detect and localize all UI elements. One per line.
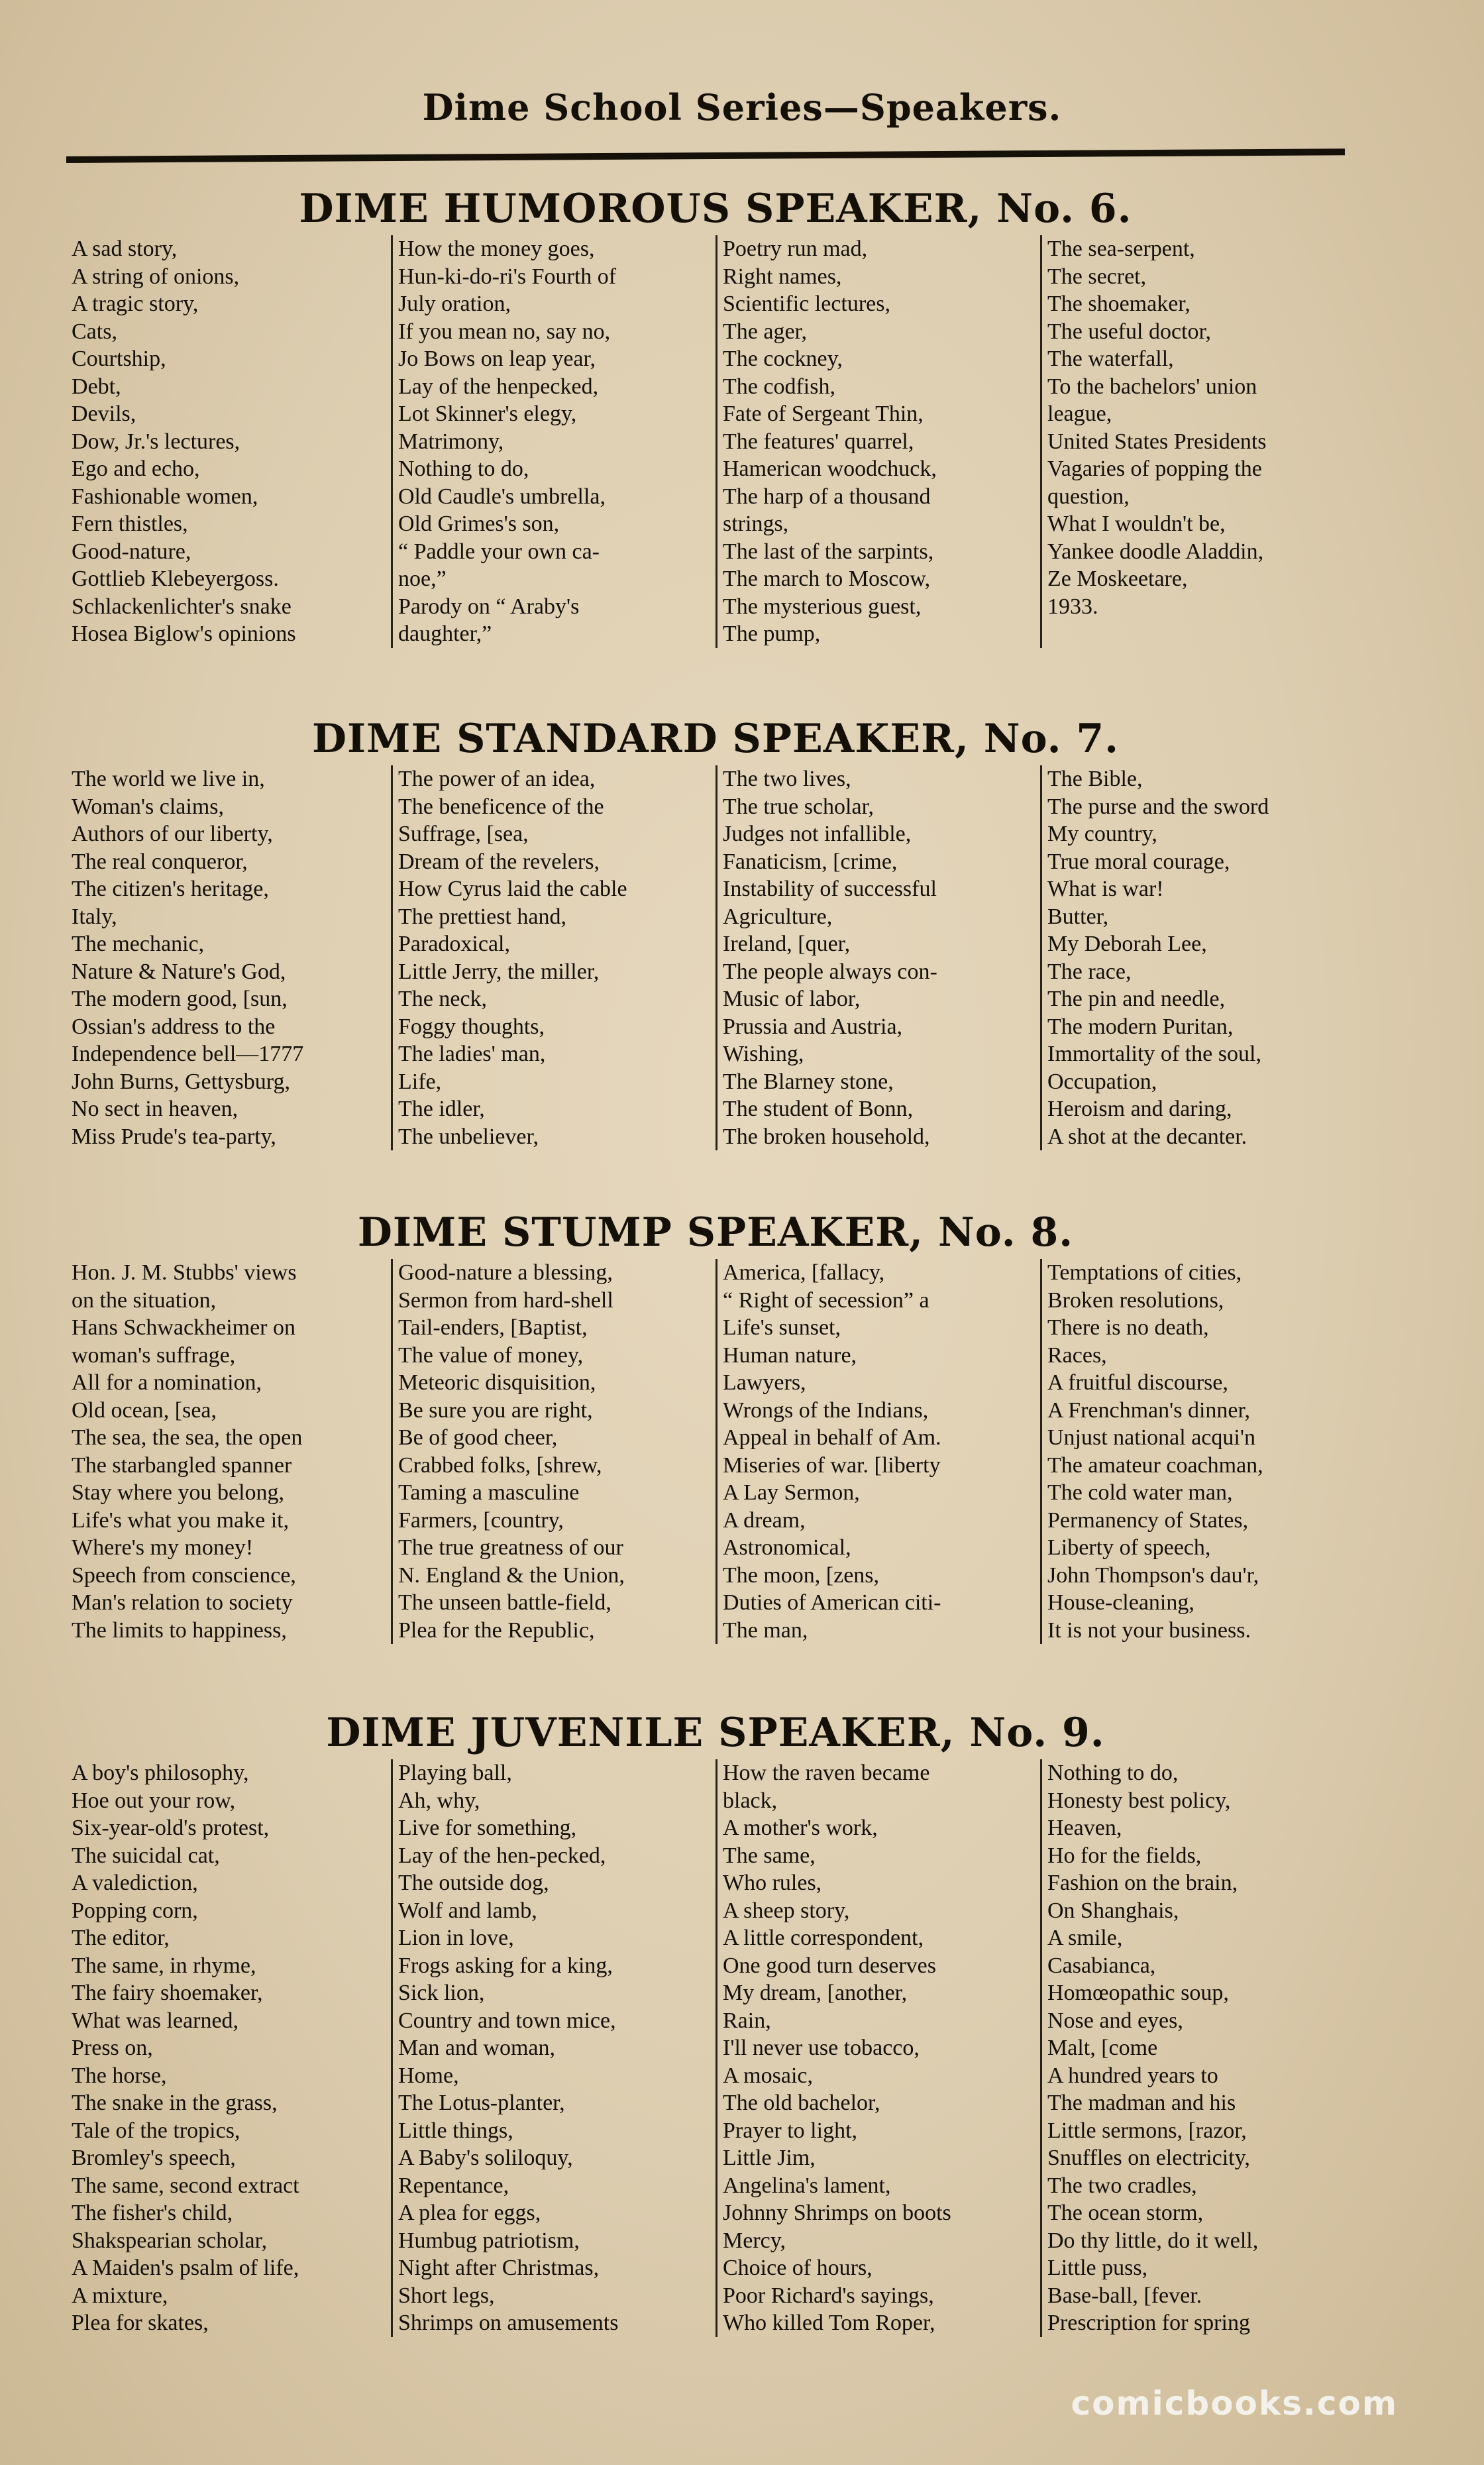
entry-item: The race, [1047, 959, 1132, 984]
entry-item: Live for something, [398, 1816, 577, 1840]
entry-item: All for a nomination, [72, 1370, 262, 1395]
entry-item: Malt, [come [1047, 2036, 1158, 2060]
entry-item: Life's what you make it, [72, 1507, 290, 1533]
entry-item: Courtship, [72, 347, 166, 371]
entry-item: The prettiest hand, [398, 904, 566, 929]
entry-item: Nature & Nature's God, [72, 959, 286, 984]
entry-item: Unjust national acqui'n [1047, 1425, 1255, 1450]
section-columns [66, 765, 1365, 1150]
entry-item: Fate of Sergeant Thin, [723, 402, 924, 426]
entry-item: A fruitful discourse, [1047, 1370, 1228, 1395]
entry-item: The value of money, [398, 1342, 584, 1368]
entry-item: No sect in heaven, [72, 1097, 238, 1121]
entry-item: Nothing to do, [1047, 1761, 1179, 1785]
entry-item: The waterfall, [1047, 347, 1174, 371]
entry-item: Appeal in behalf of Am. [723, 1425, 941, 1450]
entry-item: Bromley's speech, [72, 2146, 236, 2170]
entry-item: A Maiden's psalm of life, [72, 2256, 299, 2280]
entry-item: Tale of the tropics, [72, 2118, 240, 2143]
entry-item: Nose and eyes, [1047, 2008, 1183, 2033]
entry-item: Shrimps on amusements [398, 2311, 619, 2335]
entry-item: The mechanic, [72, 932, 205, 956]
entry-item: Fanaticism, [crime, [723, 849, 898, 874]
entry-item: The snake in the grass, [72, 2091, 278, 2115]
entry-item: A mixture, [72, 2283, 168, 2308]
entry-item: Prescription for spring [1047, 2311, 1250, 2335]
entry-item: Playing ball, [398, 1761, 512, 1785]
entry-item: I'll never use tobacco, [723, 2036, 920, 2060]
entry-column [66, 765, 391, 1150]
entry-item: Yankee doodle Aladdin, [1047, 539, 1264, 564]
entry-item: Miss Prude's tea-party, [72, 1124, 276, 1149]
entry-item: The Lotus-planter, [398, 2091, 565, 2115]
entry-item: Schlackenlichter's snake [72, 594, 292, 619]
entry-item: Choice of hours, [723, 2256, 873, 2280]
entry-item: Lawyers, [723, 1370, 806, 1395]
entry-item: Heroism and daring, [1047, 1097, 1232, 1121]
entry-item: The pump, [723, 622, 821, 646]
entry-item: The fisher's child, [72, 2201, 233, 2225]
entry-item: Sermon from hard-shell [398, 1287, 613, 1313]
entry-item: John Thompson's dau'r, [1047, 1562, 1259, 1588]
entry-item: Immortality of the soul, [1047, 1042, 1261, 1066]
entry-item: Vagaries of popping the [1047, 457, 1262, 481]
entry-item: A Lay Sermon, [723, 1480, 860, 1505]
entry-item: A valediction, [72, 1871, 198, 1895]
entry-item: Plea for the Republic, [398, 1617, 595, 1643]
entry-item: The ladies' man, [398, 1042, 546, 1066]
entry-item: Suffrage, [sea, [398, 822, 529, 846]
entry-item: daughter,” [398, 622, 492, 646]
entry-item: Who killed Tom Roper, [723, 2311, 935, 2335]
entry-item: The idler, [398, 1097, 485, 1121]
entry-item: Stay where you belong, [72, 1480, 285, 1505]
entry-item: Wrongs of the Indians, [723, 1397, 929, 1423]
entry-item: House-cleaning, [1047, 1590, 1194, 1615]
entry-item: What was learned, [72, 2008, 239, 2033]
entry-item: America, [fallacy, [723, 1260, 885, 1285]
entry-item: Press on, [72, 2036, 153, 2060]
entry-item: The shoemaker, [1047, 292, 1191, 316]
entry-item: Lay of the henpecked, [398, 374, 599, 399]
entry-item: Snuffles on electricity, [1047, 2146, 1250, 2170]
entry-item: On Shanghais, [1047, 1898, 1179, 1923]
section-title: DIME HUMOROUS SPEAKER, No. 6. [299, 186, 1132, 232]
entry-item: Astronomical, [723, 1535, 851, 1560]
entry-item: Wolf and lamb, [398, 1898, 537, 1923]
entry-item: Frogs asking for a king, [398, 1953, 613, 1978]
entry-item: My Deborah Lee, [1047, 932, 1207, 956]
entry-item: The power of an idea, [398, 767, 596, 791]
entry-item: Little things, [398, 2118, 513, 2143]
entry-item: True moral courage, [1047, 849, 1230, 874]
entry-item: The old bachelor, [723, 2091, 880, 2115]
entry-item: The cockney, [723, 347, 843, 371]
entry-item: Ossian's address to the [72, 1014, 276, 1039]
entry-item: A tragic story, [72, 292, 199, 316]
entry-item: Agriculture, [723, 904, 833, 929]
entry-item: A mother's work, [723, 1816, 878, 1840]
entry-item: One good turn deserves [723, 1953, 936, 1978]
entry-item: A Baby's soliloquy, [398, 2146, 573, 2170]
entry-item: Where's my money! [72, 1535, 254, 1560]
entry-item: How the raven became [723, 1761, 930, 1785]
entry-item: Heaven, [1047, 1816, 1122, 1840]
entry-item: Plea for skates, [72, 2311, 209, 2335]
entry-item: Taming a masculine [398, 1480, 580, 1505]
entry-item: The mysterious guest, [723, 594, 922, 619]
entry-item: If you mean no, say no, [398, 319, 611, 344]
entry-item: Popping corn, [72, 1898, 198, 1923]
entry-item: question, [1047, 484, 1130, 509]
entry-item: The student of Bonn, [723, 1097, 914, 1121]
entry-item: Good-nature, [72, 539, 191, 564]
entry-item: The modern Puritan, [1047, 1014, 1234, 1039]
section-columns [66, 1259, 1365, 1644]
entry-item: The real conqueror, [72, 849, 248, 874]
entry-item: Ze Moskeetare, [1047, 567, 1188, 591]
entry-item: Homœopathic soup, [1047, 1981, 1229, 2005]
entry-item: The two cradles, [1047, 2173, 1197, 2198]
entry-item: The citizen's heritage, [72, 877, 269, 901]
entry-item: Miseries of war. [liberty [723, 1452, 941, 1478]
entry-item: N. England & the Union, [398, 1562, 625, 1588]
entry-item: Casabianca, [1047, 1953, 1156, 1978]
entry-item: The pin and needle, [1047, 987, 1226, 1011]
entry-item: Country and town mice, [398, 2008, 616, 2033]
entry-item: Mercy, [723, 2228, 786, 2253]
entry-item: Fashion on the brain, [1047, 1871, 1238, 1895]
entry-item: Butter, [1047, 904, 1109, 929]
entry-item: Farmers, [country, [398, 1507, 564, 1533]
entry-item: Music of labor, [723, 987, 861, 1011]
entry-item: The Blarney stone, [723, 1069, 894, 1094]
entry-item: Base-ball, [fever. [1047, 2283, 1202, 2308]
entry-item: The features' quarrel, [723, 429, 914, 454]
entry-item: Paradoxical, [398, 932, 510, 956]
entry-item: A sheep story, [723, 1898, 850, 1923]
entry-item: Short legs, [398, 2283, 495, 2308]
entry-item: A Frenchman's dinner, [1047, 1397, 1250, 1423]
entry-item: Devils, [72, 402, 136, 426]
entry-item: The man, [723, 1617, 808, 1643]
entry-item: A string of onions, [72, 264, 240, 289]
entry-item: Do thy little, do it well, [1047, 2228, 1259, 2253]
section-title: DIME STUMP SPEAKER, No. 8. [357, 1209, 1074, 1256]
entry-item: Old Grimes's son, [398, 512, 560, 536]
entry-column [391, 1759, 716, 2337]
entry-item: John Burns, Gettysburg, [72, 1069, 290, 1094]
entry-item: A plea for eggs, [398, 2201, 541, 2225]
entry-item: Ah, why, [398, 1788, 480, 1813]
entry-item: Scientific lectures, [723, 292, 891, 316]
entry-item: Occupation, [1047, 1069, 1157, 1094]
entry-column [391, 765, 716, 1150]
entry-item: The harp of a thousand [723, 484, 931, 509]
entry-item: Repentance, [398, 2173, 509, 2198]
entry-item: Hun-ki-do-ri's Fourth of [398, 264, 617, 289]
entry-item: The broken household, [723, 1124, 930, 1149]
entry-item: Human nature, [723, 1342, 857, 1368]
entry-item: Matrimony, [398, 429, 504, 454]
entry-item: Woman's claims, [72, 794, 225, 819]
entry-item: The editor, [72, 1926, 170, 1950]
entry-item: Hamerican woodchuck, [723, 457, 937, 481]
entry-item: The true scholar, [723, 794, 874, 819]
entry-item: The madman and his [1047, 2091, 1236, 2115]
entry-item: Duties of American citi- [723, 1590, 941, 1615]
entry-item: Hoe out your row, [72, 1788, 236, 1813]
entry-item: A hundred years to [1047, 2063, 1218, 2088]
entry-item: Cats, [72, 319, 117, 344]
entry-item: Hon. J. M. Stubbs' views [72, 1260, 297, 1285]
entry-item: United States Presidents [1047, 429, 1267, 454]
entry-item: Little Jim, [723, 2146, 816, 2170]
section-humorous-speaker [66, 182, 1365, 648]
entry-item: Be of good cheer, [398, 1425, 558, 1450]
entry-item: Prussia and Austria, [723, 1014, 903, 1039]
entry-item: The same, [723, 1843, 816, 1868]
entry-item: The moon, [zens, [723, 1562, 880, 1588]
entry-item: Lot Skinner's elegy, [398, 402, 577, 426]
entry-item: league, [1047, 402, 1112, 426]
entry-item: Little sermons, [razor, [1047, 2118, 1247, 2143]
entry-item: Poetry run mad, [723, 237, 868, 261]
entry-item: Angelina's lament, [723, 2173, 891, 2198]
entry-item: Old ocean, [sea, [72, 1397, 217, 1423]
entry-item: A mosaic, [723, 2063, 813, 2088]
entry-item: The cold water man, [1047, 1480, 1233, 1505]
entry-item: Speech from conscience, [72, 1562, 296, 1588]
entry-item: July oration, [398, 292, 511, 316]
entry-item: Be sure you are right, [398, 1397, 593, 1423]
entry-item: Six-year-old's protest, [72, 1816, 270, 1840]
entry-item: The sea, the sea, the open [72, 1425, 303, 1450]
entry-item: Lay of the hen-pecked, [398, 1843, 606, 1868]
entry-item: Wishing, [723, 1042, 804, 1066]
entry-item: Rain, [723, 2008, 771, 2033]
entry-column [716, 235, 1040, 648]
entry-item: Little puss, [1047, 2256, 1148, 2280]
entry-item: The beneficence of the [398, 794, 604, 819]
entry-item: The amateur coachman, [1047, 1452, 1263, 1478]
entry-item: Permanency of States, [1047, 1507, 1249, 1533]
entry-column [716, 1259, 1040, 1644]
entry-item: The world we live in, [72, 767, 265, 791]
entry-item: The limits to happiness, [72, 1617, 287, 1643]
watermark: comicbooks.com [1071, 2384, 1398, 2423]
entry-item: Man and woman, [398, 2036, 556, 2060]
entry-item: Night after Christmas, [398, 2256, 600, 2280]
entry-item: The secret, [1047, 264, 1147, 289]
entry-item: Parody on “ Araby's [398, 594, 580, 619]
entry-item: on the situation, [72, 1287, 217, 1313]
entry-item: The useful doctor, [1047, 319, 1211, 344]
entry-item: 1933. [1047, 594, 1098, 619]
entry-item: The starbangled spanner [72, 1452, 292, 1478]
entry-item: Liberty of speech, [1047, 1535, 1211, 1560]
entry-item: The ocean storm, [1047, 2201, 1204, 2225]
entry-item: Life's sunset, [723, 1315, 841, 1340]
section-title: DIME JUVENILE SPEAKER, No. 9. [326, 1710, 1105, 1756]
section-juvenile-speaker [66, 1706, 1365, 2337]
entry-item: Honesty best policy, [1047, 1788, 1231, 1813]
entry-item: “ Paddle your own ca- [398, 539, 600, 564]
entry-column [391, 1259, 716, 1644]
entry-item: Temptations of cities, [1047, 1260, 1242, 1285]
section-columns [66, 235, 1365, 648]
entry-item: What is war! [1047, 877, 1164, 901]
section-stump-speaker [66, 1206, 1365, 1644]
entry-item: Crabbed folks, [shrew, [398, 1452, 602, 1478]
entry-column [1040, 235, 1365, 648]
entry-item: Gottlieb Klebeyergoss. [72, 567, 279, 591]
entry-item: Little Jerry, the miller, [398, 959, 600, 984]
entry-item: A dream, [723, 1507, 806, 1533]
entry-item: Ego and echo, [72, 457, 200, 481]
entry-item: The people always con- [723, 959, 937, 984]
entry-item: My dream, [another, [723, 1981, 908, 2005]
entry-item: Debt, [72, 374, 121, 399]
entry-item: Right names, [723, 264, 842, 289]
section-columns [66, 1759, 1365, 2337]
section-standard-speaker [66, 712, 1365, 1150]
entry-item: woman's suffrage, [72, 1342, 236, 1368]
entry-column [391, 235, 716, 648]
entry-item: The true greatness of our [398, 1535, 623, 1560]
entry-column [1040, 1259, 1365, 1644]
entry-item: Sick lion, [398, 1981, 485, 2005]
entry-column [66, 235, 391, 648]
entry-item: black, [723, 1788, 778, 1813]
entry-item: Dream of the revelers, [398, 849, 600, 874]
entry-item: What I wouldn't be, [1047, 512, 1226, 536]
entry-item: Ireland, [quer, [723, 932, 851, 956]
entry-item: A sad story, [72, 237, 178, 261]
entry-item: Judges not infallible, [723, 822, 912, 846]
entry-item: Hosea Biglow's opinions [72, 622, 296, 646]
entry-item: Shakspearian scholar, [72, 2228, 268, 2253]
entry-item: The unseen battle-field, [398, 1590, 611, 1615]
entry-item: How Cyrus laid the cable [398, 877, 627, 901]
entry-item: Lion in love, [398, 1926, 514, 1950]
entry-column [1040, 1759, 1365, 2337]
header-rule [66, 148, 1345, 163]
entry-item: The neck, [398, 987, 488, 1011]
entry-item: The codfish, [723, 374, 835, 399]
entry-item: Ho for the fields, [1047, 1843, 1202, 1868]
entry-item: The ager, [723, 319, 808, 344]
entry-item: Johnny Shrimps on boots [723, 2201, 951, 2225]
entry-item: The same, in rhyme, [72, 1953, 256, 1978]
entry-item: Fern thistles, [72, 512, 188, 536]
entry-item: Hans Schwackheimer on [72, 1315, 296, 1340]
entry-item: Life, [398, 1069, 442, 1094]
entry-item: A smile, [1047, 1926, 1123, 1950]
entry-item: Broken resolutions, [1047, 1287, 1224, 1313]
entry-item: It is not your business. [1047, 1617, 1251, 1643]
running-head: Dime School Series—Speakers. [422, 86, 1062, 129]
entry-item: A little correspondent, [723, 1926, 924, 1950]
entry-item: To the bachelors' union [1047, 374, 1257, 399]
entry-item: The two lives, [723, 767, 851, 791]
entry-item: The purse and the sword [1047, 794, 1269, 819]
entry-item: Italy, [72, 904, 117, 929]
entry-item: Fashionable women, [72, 484, 258, 509]
entry-item: Jo Bows on leap year, [398, 347, 596, 371]
entry-item: Home, [398, 2063, 459, 2088]
entry-item: Instability of successful [723, 877, 937, 901]
entry-item: The suicidal cat, [72, 1843, 220, 1868]
entry-item: Good-nature a blessing, [398, 1260, 613, 1285]
entry-item: Old Caudle's umbrella, [398, 484, 606, 509]
entry-item: The Bible, [1047, 767, 1143, 791]
entry-item: Nothing to do, [398, 457, 529, 481]
entry-column [716, 1759, 1040, 2337]
entry-item: noe,” [398, 567, 447, 591]
section-title: DIME STANDARD SPEAKER, No. 7. [311, 716, 1120, 762]
entry-column [716, 765, 1040, 1150]
entry-item: The outside dog, [398, 1871, 549, 1895]
entry-item: strings, [723, 512, 789, 536]
entry-item: A shot at the decanter. [1047, 1124, 1247, 1149]
entry-item: Dow, Jr.'s lectures, [72, 429, 240, 454]
entry-item: Humbug patriotism, [398, 2228, 580, 2253]
entry-item: “ Right of secession” a [723, 1287, 929, 1313]
entry-item: Prayer to light, [723, 2118, 858, 2143]
entry-item: The same, second extract [72, 2173, 299, 2198]
entry-item: The march to Moscow, [723, 567, 931, 591]
entry-item: How the money goes, [398, 237, 595, 261]
entry-item: Poor Richard's sayings, [723, 2283, 934, 2308]
entry-item: The horse, [72, 2063, 167, 2088]
entry-item: The last of the sarpints, [723, 539, 934, 564]
entry-item: Who rules, [723, 1871, 822, 1895]
entry-column [66, 1759, 391, 2337]
entry-item: The unbeliever, [398, 1124, 539, 1149]
entry-item: The modern good, [sun, [72, 987, 288, 1011]
entry-item: Races, [1047, 1342, 1107, 1368]
entry-item: Authors of our liberty, [72, 822, 273, 846]
entry-item: The fairy shoemaker, [72, 1981, 263, 2005]
entry-item: Meteoric disquisition, [398, 1370, 596, 1395]
entry-item: Man's relation to society [72, 1590, 293, 1615]
entry-item: Independence bell—1777 [72, 1042, 304, 1066]
entry-column [66, 1259, 391, 1644]
entry-item: Tail-enders, [Baptist, [398, 1315, 588, 1340]
entry-item: There is no death, [1047, 1315, 1209, 1340]
entry-item: A boy's philosophy, [72, 1761, 249, 1785]
entry-item: My country, [1047, 822, 1157, 846]
entry-item: Foggy thoughts, [398, 1014, 545, 1039]
entry-column [1040, 765, 1365, 1150]
entry-item: The sea-serpent, [1047, 237, 1195, 261]
